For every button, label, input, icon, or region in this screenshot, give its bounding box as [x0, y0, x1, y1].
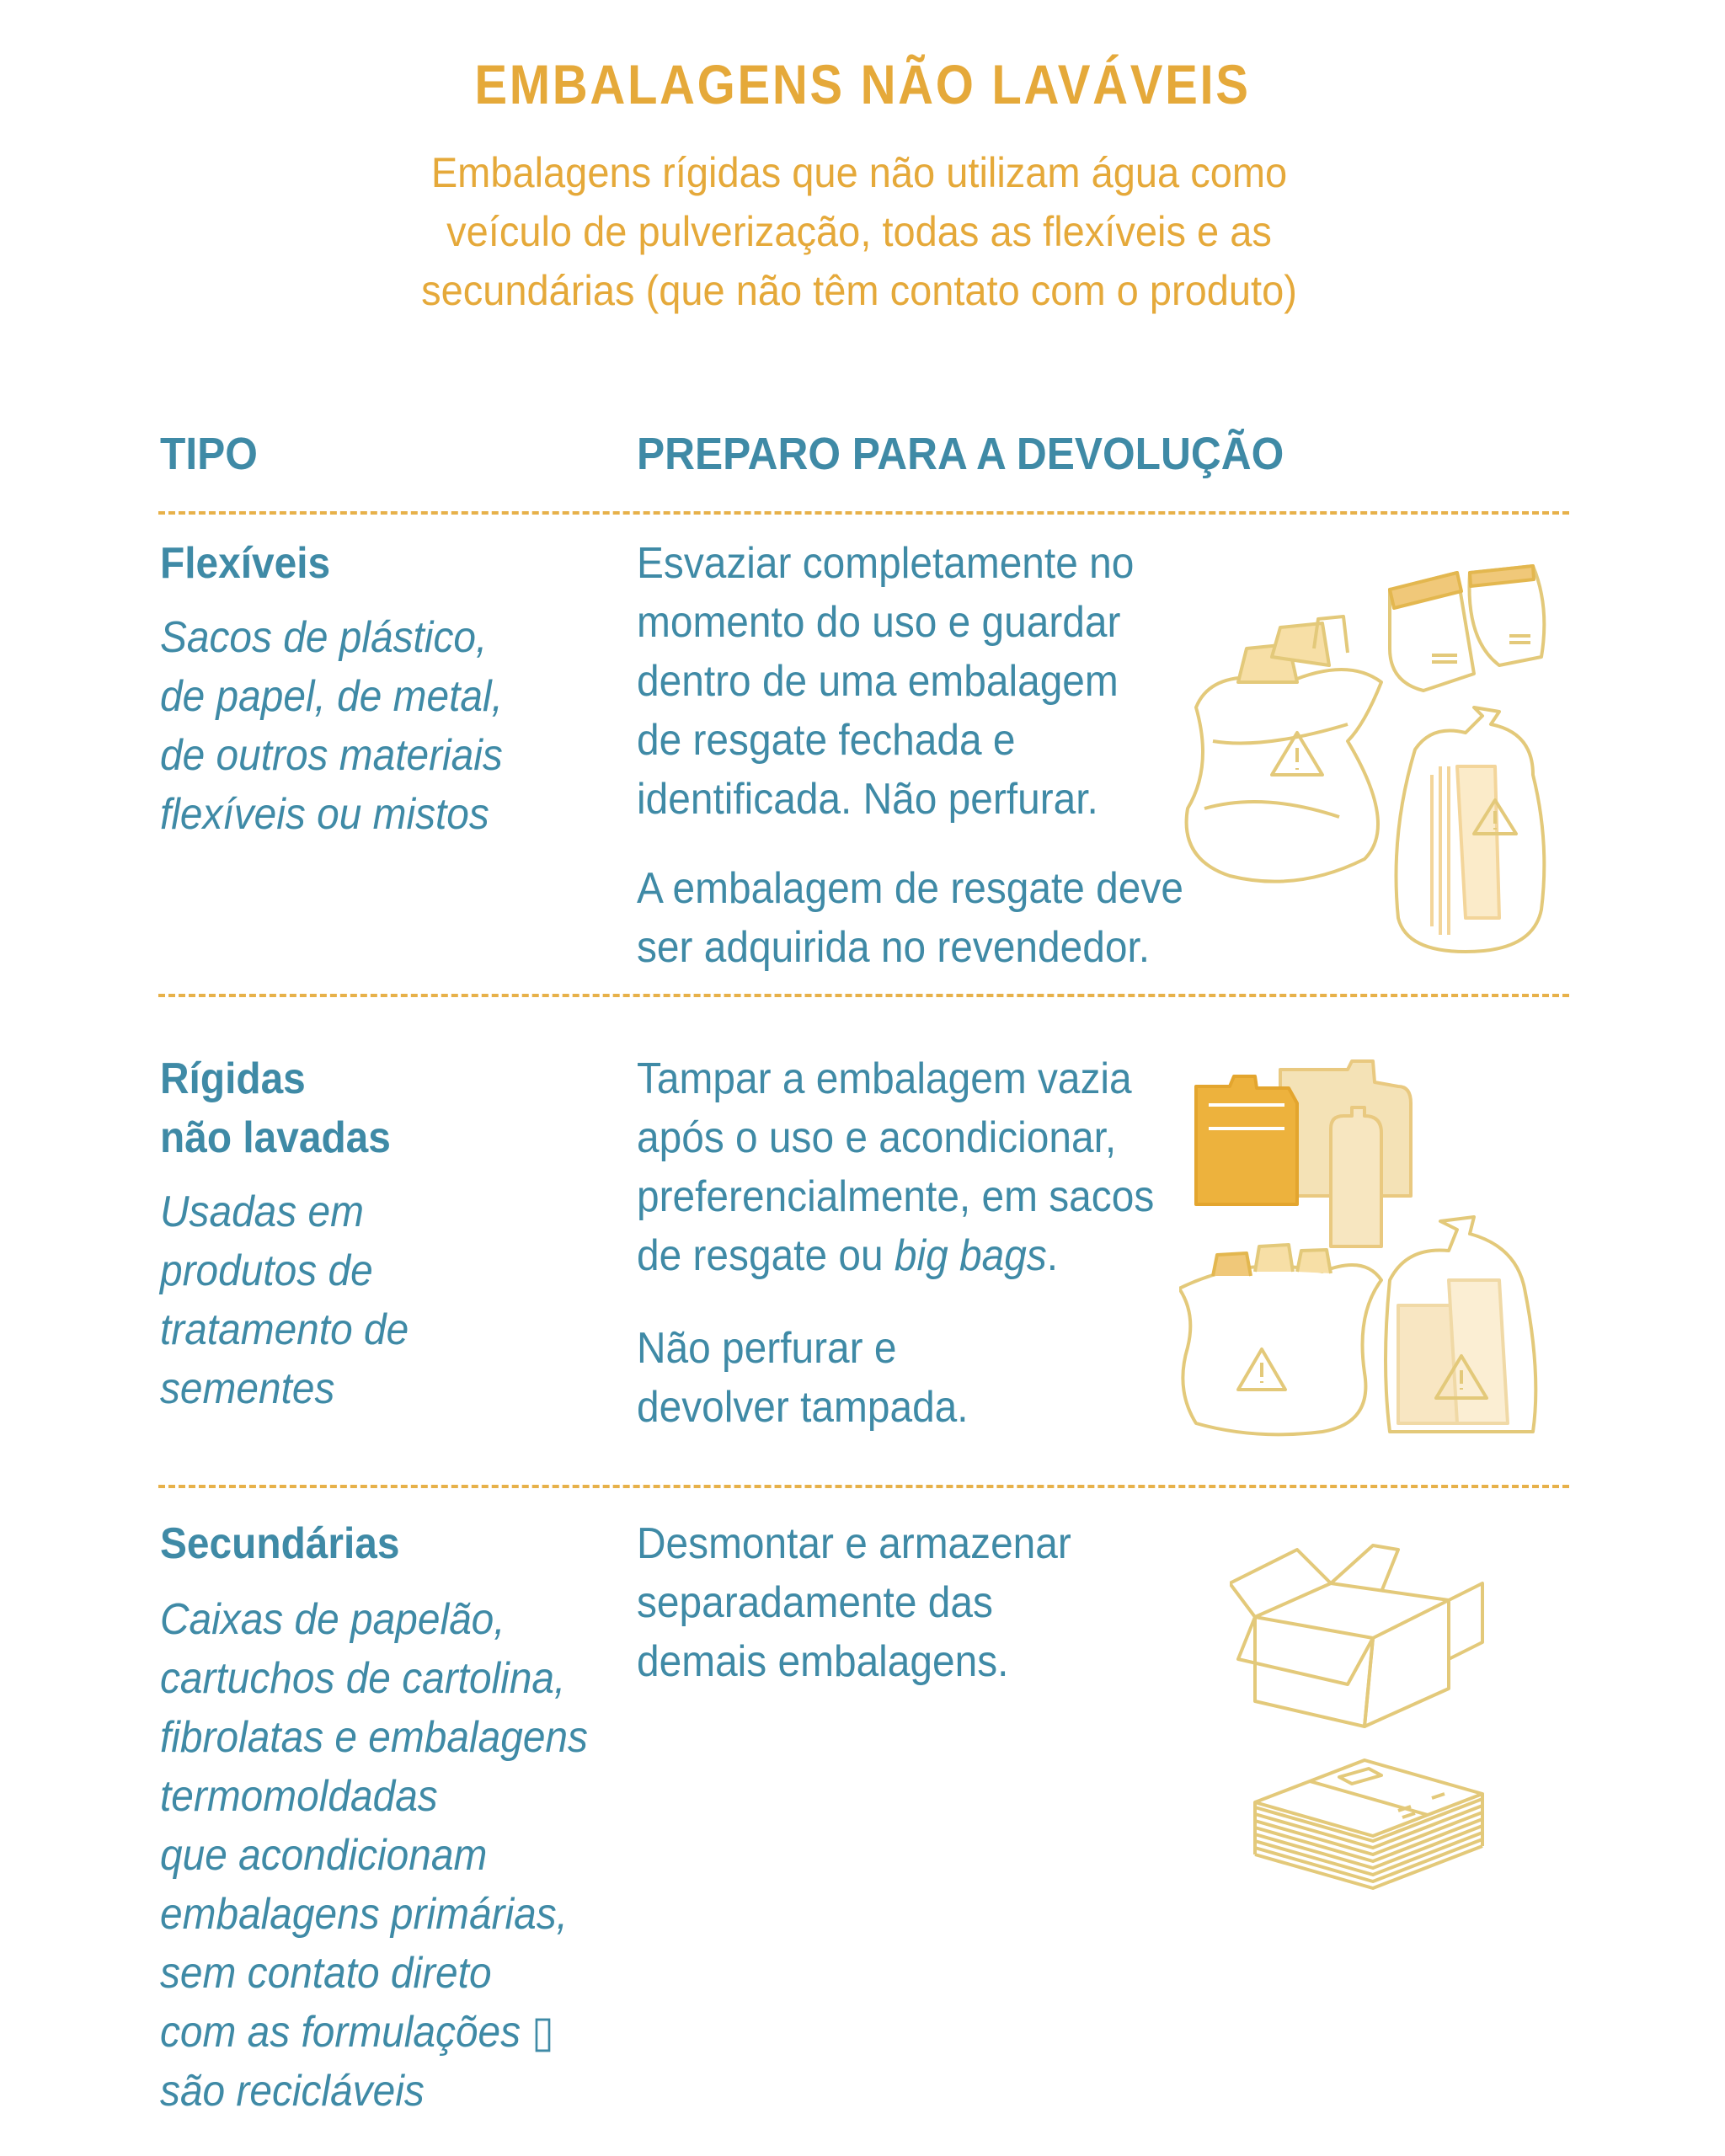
- prep-line: preferencialmente, em sacos: [637, 1172, 1155, 1221]
- subtitle-line: veículo de pulverização, todas as flexíveis e as: [446, 208, 1272, 255]
- prep-line: demais embalagens.: [637, 1637, 1009, 1686]
- prep-line: identificada. Não perfurar.: [637, 775, 1098, 824]
- type-name: [160, 1049, 391, 1167]
- prep-line: ser adquirida no revendedor.: [637, 923, 1151, 972]
- prep-line: dentro de uma embalagem: [637, 657, 1119, 706]
- flexible-bags-illustration: [1179, 556, 1583, 994]
- desc-line: tratamento de: [160, 1305, 409, 1354]
- desc-line: Caixas de papelão,: [160, 1595, 505, 1644]
- prep-line: Esvaziar completamente no: [637, 539, 1135, 588]
- subtitle-line: secundárias (que não têm contato com o produto): [421, 267, 1297, 314]
- type-name-line: Secundárias: [160, 1519, 400, 1568]
- desc-line: Usadas em: [160, 1187, 364, 1236]
- desc-line: embalagens primárias,: [160, 1890, 568, 1939]
- prep-instructions: [637, 1049, 1154, 1285]
- type-name-line: não lavadas: [160, 1113, 391, 1162]
- desc-line: são recicláveis: [160, 2067, 425, 2116]
- desc-line: Sacos de plástico,: [160, 613, 488, 662]
- type-name: [160, 1514, 400, 1573]
- prep-line: após o uso e acondicionar,: [637, 1113, 1117, 1162]
- type-description: [160, 608, 503, 844]
- prep-line: A embalagem de resgate deve: [637, 864, 1183, 913]
- type-name: [160, 534, 330, 593]
- desc-line: com as formulações ▯: [160, 2008, 554, 2057]
- rigid-containers-illustration: [1179, 1036, 1583, 1457]
- prep-instructions: [637, 534, 1134, 829]
- row-divider: [158, 994, 1569, 997]
- desc-line: flexíveis ou mistos: [160, 790, 489, 839]
- desc-line: termomoldadas: [160, 1772, 438, 1821]
- type-description: [160, 1590, 588, 2121]
- prep-line-prefix: de resgate ou: [637, 1231, 895, 1280]
- desc-line: de papel, de metal,: [160, 672, 503, 721]
- page-title: EMBALAGENS NÃO LAVÁVEIS: [474, 53, 1251, 115]
- prep-line: devolver tampada.: [637, 1383, 969, 1432]
- prep-note: [637, 859, 1183, 977]
- type-name-line: Rígidas: [160, 1054, 306, 1103]
- subtitle-line: Embalagens rígidas que não utilizam água como: [430, 149, 1288, 196]
- row-divider: [158, 1485, 1569, 1488]
- prep-line: Tampar a embalagem vazia: [637, 1054, 1132, 1103]
- prep-line: de resgate fechada e: [637, 716, 1016, 765]
- desc-line: fibrolatas e embalagens: [160, 1713, 588, 1762]
- prep-note: [637, 1319, 969, 1437]
- desc-line: produtos de: [160, 1246, 373, 1295]
- cardboard-boxes-illustration: [1230, 1533, 1516, 1920]
- prep-line: [637, 1226, 1154, 1285]
- prep-line-suffix: .: [1046, 1231, 1059, 1280]
- desc-line: de outros materiais: [160, 731, 503, 780]
- desc-line: cartuchos de cartolina,: [160, 1654, 566, 1703]
- prep-line: Desmontar e armazenar: [637, 1519, 1071, 1568]
- type-description: [160, 1182, 409, 1418]
- desc-line: sem contato direto: [160, 1949, 492, 1998]
- prep-line: momento do uso e guardar: [637, 598, 1121, 647]
- type-name-line: Flexíveis: [160, 539, 331, 588]
- page-subtitle: [368, 143, 1350, 320]
- prep-instructions: [637, 1514, 1071, 1691]
- row-divider: [158, 511, 1569, 515]
- prep-line: separadamente das: [637, 1578, 993, 1627]
- prep-line: Não perfurar e: [637, 1324, 897, 1373]
- column-header-prep: PREPARO PARA A DEVOLUÇÃO: [637, 429, 1284, 479]
- desc-line: que acondicionam: [160, 1831, 488, 1880]
- column-header-type: TIPO: [160, 429, 258, 479]
- desc-line: sementes: [160, 1364, 335, 1413]
- prep-line-emphasis: big bags: [894, 1231, 1047, 1280]
